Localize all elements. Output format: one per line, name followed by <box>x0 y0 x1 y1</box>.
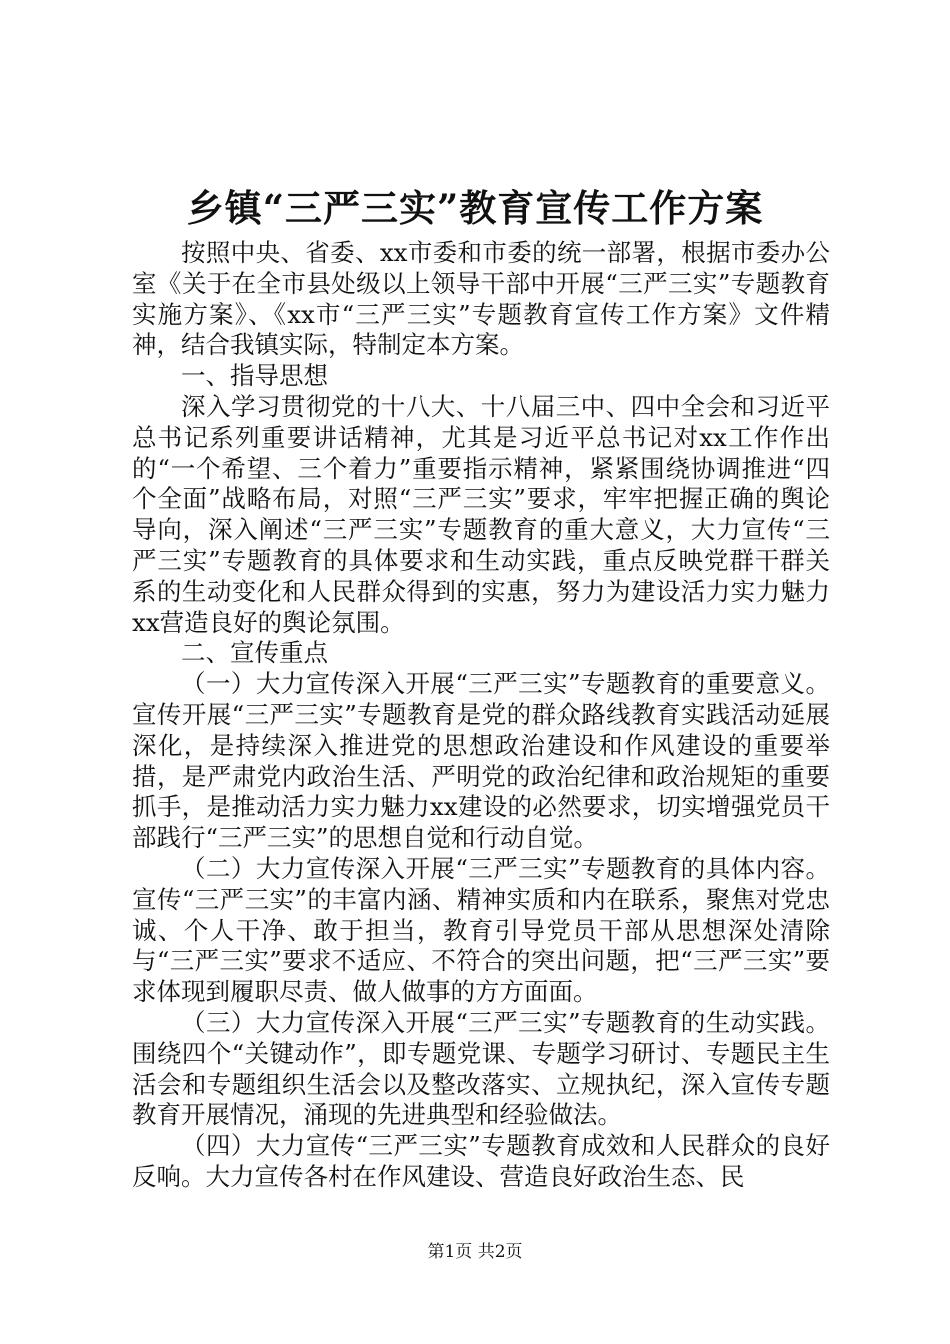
document-body <box>132 238 830 1193</box>
focus-paragraph-4: （四）大力宣传“三严三实”专题教育成效和人民群众的良好反响。大力宣传各村在作风建设、营造良好政治生态、民 <box>132 1131 830 1191</box>
document-title: 乡镇“三严三实”教育宣传工作方案 <box>186 186 764 230</box>
focus-paragraph-3: （三）大力宣传深入开展“三严三实”专题教育的生动实践。围绕四个“关键动作”，即专题党课、专题学习研讨、专题民主生活会和专题组织生活会以及整改落实、立规执纪，深入宣传专题教育开展情况，涌现的先进典型和经验做法。 <box>132 1007 830 1130</box>
guiding-ideology-paragraph: 深入学习贯彻党的十八大、十八届三中、四中全会和习近平总书记系列重要讲话精神，尤其是习近平总书记对xx工作作出的“一个希望、三个着力”重要指示精神，紧紧围绕协调推进“四个全面”战略布局，对照“三严三实”要求，牢牢把握正确的舆论导向，深入阐述“三严三实”专题教育的重大意义，大力宣传“三严三实”专题教育的具体要求和生动实践，重点反映党群干群关系的生动变化和人民群众得到的实惠，努力为建设活力实力魅力xx营造良好的舆论氛围。 <box>132 391 830 637</box>
section-heading-publicity-focus: 二、宣传重点 <box>181 638 328 668</box>
intro-paragraph: 按照中央、省委、xx市委和市委的统一部署，根据市委办公室《关于在全市县处级以上领导干部中开展“三严三实”专题教育实施方案》、《xx市“三严三实”专题教育宣传工作方案》文件精神，结合我镇实际，特制定本方案。 <box>132 238 830 360</box>
focus-paragraph-2: （二）大力宣传深入开展“三严三实”专题教育的具体内容。宣传“三严三实”的丰富内涵、精神实质和内在联系，聚焦对党忠诚、个人干净、敢于担当，教育引导党员干部从思想深处清除与“三严三实”要求不适应、不符合的突出问题，把“三严三实”要求体现到履职尽责、做人做事的方方面面。 <box>132 853 830 1007</box>
section-heading-guiding-ideology: 一、指导思想 <box>181 361 328 391</box>
focus-paragraph-1: （一）大力宣传深入开展“三严三实”专题教育的重要意义。宣传开展“三严三实”专题教育是党的群众路线教育实践活动延展深化，是持续深入推进党的思想政治建设和作风建设的重要举措，是严肃党内政治生活、严明党的政治纪律和政治规矩的重要抓手，是推动活力实力魅力xx建设的必然要求，切实增强党员干部践行“三严三实”的思想自觉和行动自觉。 <box>132 669 830 853</box>
page-number: 第1页 共2页 <box>427 1242 523 1262</box>
